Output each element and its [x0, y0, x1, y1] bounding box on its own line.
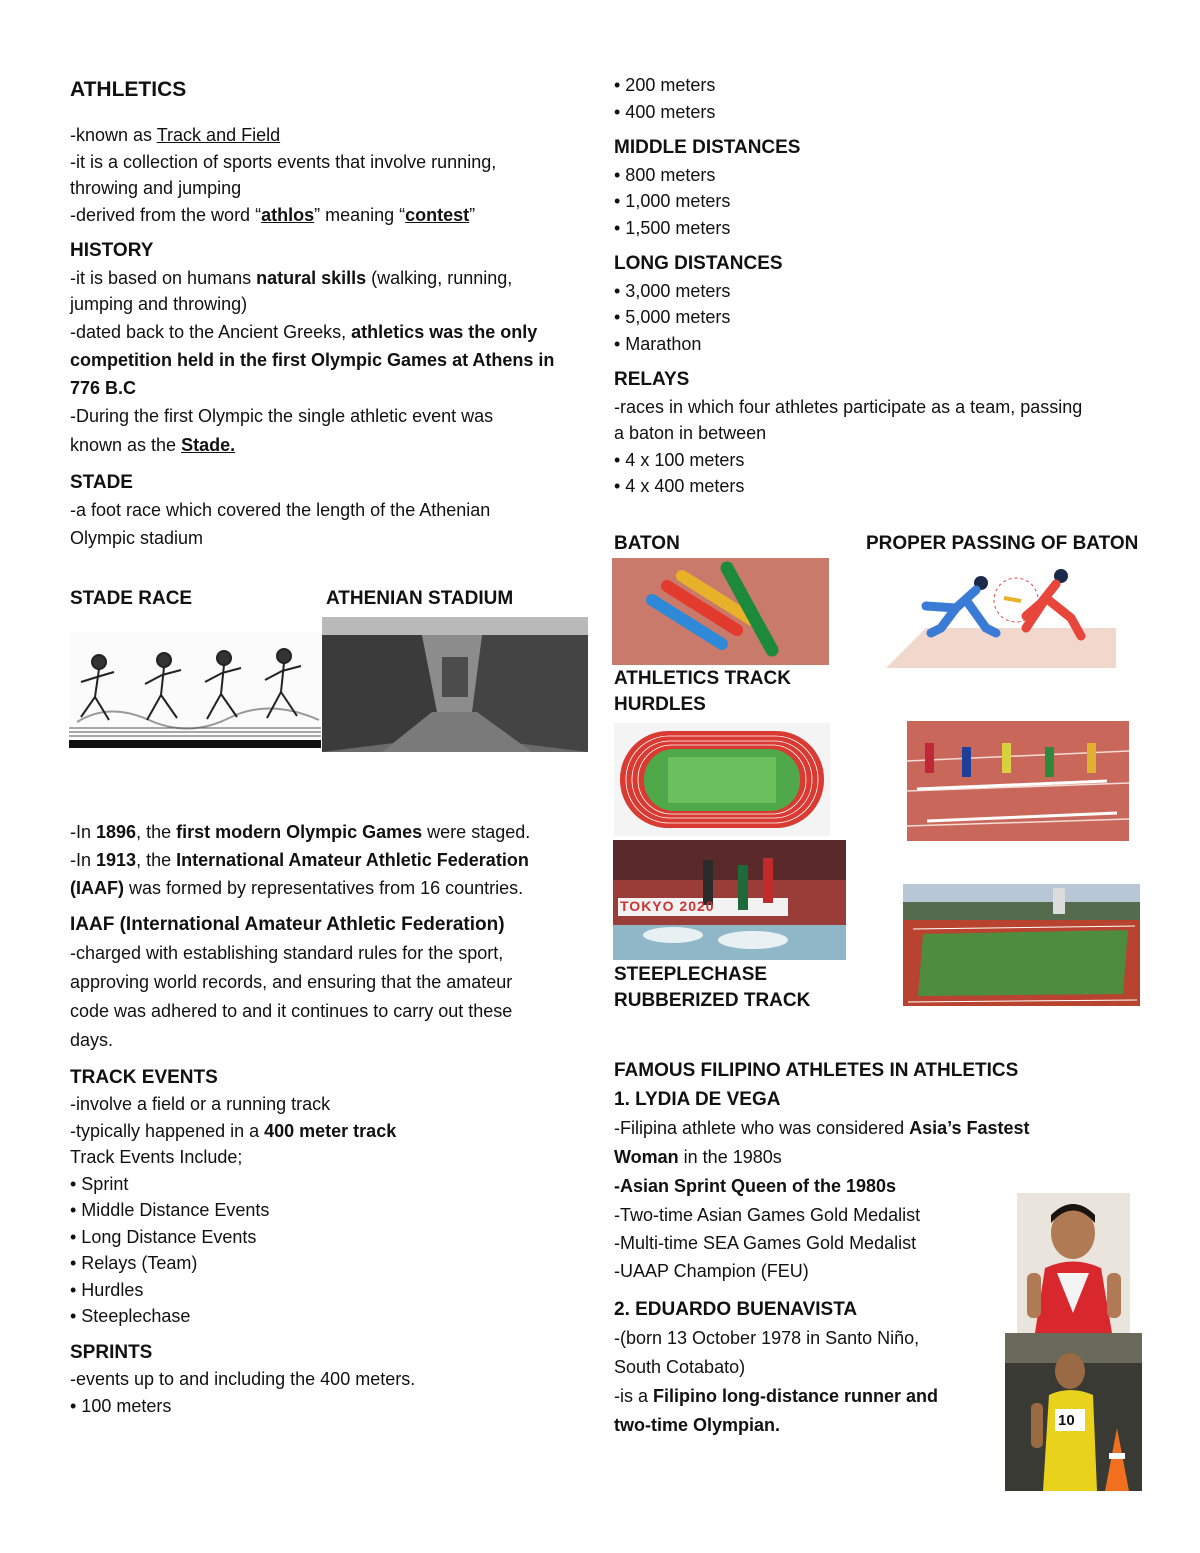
list-item: • Relays (Team) — [70, 1253, 198, 1273]
iaaf-line-4: days. — [70, 1029, 114, 1050]
intro-line-3: throwing and jumping — [70, 178, 242, 198]
passing-baton-image — [886, 558, 1116, 668]
athlete-1-line-4: -Two-time Asian Games Gold Medalist — [614, 1204, 921, 1225]
right-column — [614, 72, 1154, 500]
stade-race-caption: STADE RACE — [70, 588, 193, 609]
sprints-line-1: -events up to and including the 400 meters. — [70, 1369, 416, 1389]
list-item: • 400 meters — [614, 101, 716, 122]
history-line-5: 776 B.C — [70, 377, 137, 398]
list-item: • Marathon — [614, 333, 702, 354]
stade-line-1: -a foot race which covered the length of the Athenian — [70, 500, 491, 520]
list-item: • 1,500 meters — [614, 217, 731, 238]
sprints-heading: SPRINTS — [70, 1341, 153, 1363]
history-line-1: -it is based on humans natural skills (walking, running, — [70, 267, 513, 288]
athlete-1-line-5: -Multi-time SEA Games Gold Medalist — [614, 1232, 917, 1253]
tokyo-banner-text: TOKYO 2020 — [620, 898, 715, 914]
lydia-de-vega-photo — [1017, 1193, 1130, 1333]
list-item: • Middle Distance Events — [70, 1200, 270, 1220]
list-item: • 200 meters — [614, 75, 716, 95]
hurdles-caption: HURDLES — [614, 694, 706, 715]
modern-line-2: -In 1913, the International Amateur Athletic Federation — [70, 850, 529, 870]
history-heading: HISTORY — [70, 240, 154, 261]
athlete-1-line-2: Woman in the 1980s — [614, 1146, 782, 1167]
intro-line-4: -derived from the word “athlos” meaning “contest” — [70, 204, 476, 225]
athlete-1-line-3: -Asian Sprint Queen of the 1980s — [614, 1175, 897, 1196]
long-distances-heading: LONG DISTANCES — [614, 253, 783, 274]
athletics-track-caption: ATHLETICS TRACK — [614, 668, 791, 689]
modern-line-1: -In 1896, the first modern Olympic Games were staged. — [70, 822, 531, 842]
track-events-heading: TRACK EVENTS — [70, 1066, 218, 1088]
baton-caption: BATON — [614, 533, 680, 554]
intro-line-2: -it is a collection of sports events that involve running, — [70, 151, 497, 172]
list-item: • 5,000 meters — [614, 307, 731, 327]
list-item: • 3,000 meters — [614, 280, 731, 301]
relays-line-1: -races in which four athletes participate as a team, passing — [614, 396, 1083, 417]
athlete-1-name: 1. LYDIA DE VEGA — [614, 1088, 781, 1110]
history-line-6: -During the first Olympic the single athletic event was — [70, 405, 494, 426]
athlete-1-line-1: -Filipina athlete who was considered Asia’s Fastest — [614, 1117, 1030, 1138]
track-line-2: -typically happened in a 400 meter track — [70, 1120, 397, 1141]
athletics-track-image — [614, 723, 830, 836]
iaaf-line-3: code was adhered to and it continues to carry out these — [70, 1000, 513, 1021]
track-and-field-term: Track and Field — [156, 125, 281, 145]
athlete-2-line-2: South Cotabato) — [614, 1356, 746, 1377]
list-item: • Sprint — [70, 1173, 129, 1194]
baton-image — [612, 558, 829, 665]
athlete-1-line-6: -UAAP Champion (FEU) — [614, 1260, 809, 1281]
list-item: • 100 meters — [70, 1395, 172, 1416]
stade-line-2: Olympic stadium — [70, 528, 204, 548]
famous-athletes-section — [614, 1058, 1034, 1440]
left-column-lower — [70, 818, 590, 1419]
stade-race-image — [69, 632, 321, 748]
history-line-7: known as the Stade. — [70, 434, 236, 455]
race-bib-number: 10 — [1058, 1412, 1075, 1429]
history-line-2: jumping and throwing) — [70, 294, 248, 314]
history-line-4: competition held in the first Olympic Games at Athens in — [70, 349, 555, 370]
athenian-stadium-caption: ATHENIAN STADIUM — [326, 588, 514, 609]
relays-heading: RELAYS — [614, 369, 690, 390]
iaaf-heading: IAAF (International Amateur Athletic Federation) — [70, 914, 505, 935]
page-title: ATHLETICS — [70, 78, 187, 101]
iaaf-line-2: approving world records, and ensuring that the amateur — [70, 971, 513, 992]
hurdles-image — [907, 721, 1129, 841]
athenian-stadium-image — [322, 617, 588, 752]
iaaf-line-1: -charged with establishing standard rules for the sport, — [70, 942, 504, 963]
intro-line-1: -known as Track and Field — [70, 125, 281, 145]
history-line-3: -dated back to the Ancient Greeks, athletics was the only — [70, 321, 538, 342]
steeplechase-caption: STEEPLECHASE — [614, 964, 768, 985]
athlete-2-line-3: -is a Filipino long-distance runner and — [614, 1385, 939, 1406]
list-item: • Hurdles — [70, 1279, 144, 1300]
athlete-2-line-1: -(born 13 October 1978 in Santo Niño, — [614, 1327, 920, 1348]
list-item: • Steeplechase — [70, 1306, 191, 1326]
list-item: • 4 x 400 meters — [614, 476, 745, 496]
middle-distances-heading: MIDDLE DISTANCES — [614, 137, 801, 158]
list-item: • 4 x 100 meters — [614, 449, 745, 470]
modern-line-3: (IAAF) was formed by representatives from 16 countries. — [70, 878, 524, 898]
track-line-3: Track Events Include; — [70, 1147, 243, 1167]
passing-caption: PROPER PASSING OF BATON — [866, 533, 1139, 554]
track-line-1: -involve a field or a running track — [70, 1094, 331, 1114]
athlete-2-line-4: two-time Olympian. — [614, 1414, 781, 1435]
relays-line-2: a baton in between — [614, 423, 767, 443]
list-item: • Long Distance Events — [70, 1226, 257, 1247]
famous-heading: FAMOUS FILIPINO ATHLETES IN ATHLETICS — [614, 1060, 1019, 1081]
rubberized-track-caption: RUBBERIZED TRACK — [614, 990, 811, 1011]
list-item: • 1,000 meters — [614, 191, 731, 211]
rubberized-track-image — [903, 884, 1140, 1006]
athlete-2-name: 2. EDUARDO BUENAVISTA — [614, 1298, 858, 1320]
left-column — [70, 76, 590, 552]
stade-heading: STADE — [70, 471, 133, 493]
list-item: • 800 meters — [614, 164, 716, 185]
